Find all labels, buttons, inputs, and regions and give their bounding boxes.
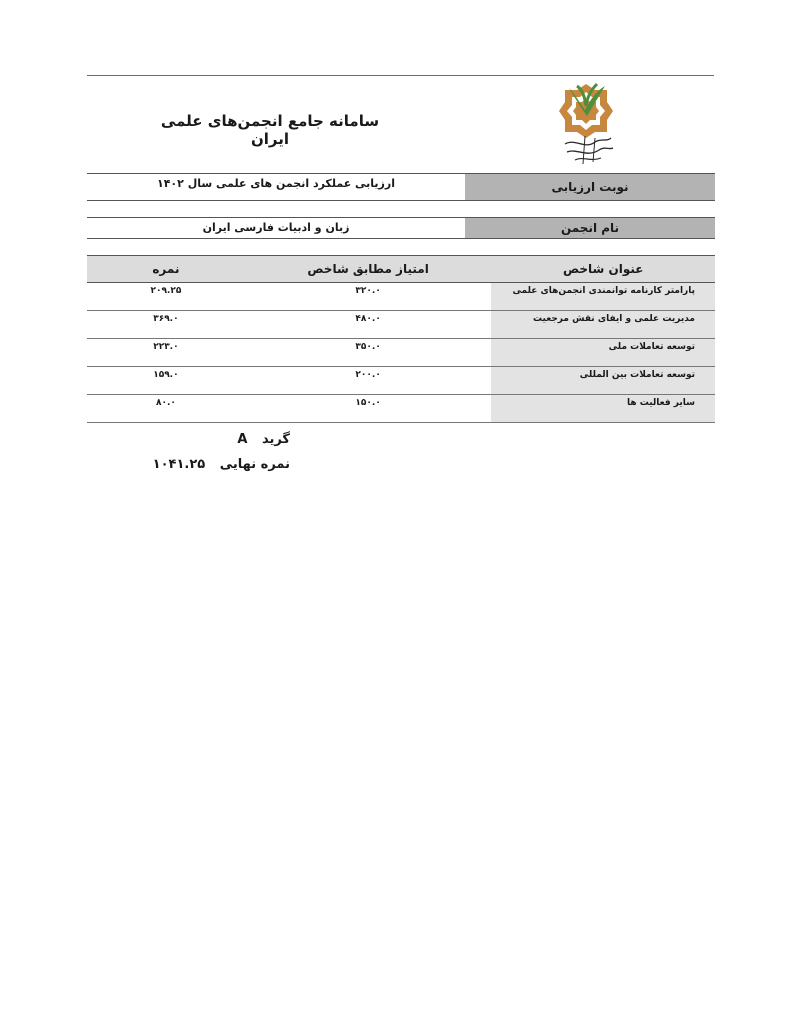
evaluation-round-value: ارزیابی عملکرد انجمن های علمی سال ۱۴۰۲ xyxy=(157,177,395,190)
row-title: توسعه تعاملات ملی xyxy=(491,339,715,367)
header-title: عنوان شاخص xyxy=(491,256,715,283)
evaluation-round-label: نوبت ارزیابی xyxy=(465,174,715,200)
final-score-line xyxy=(150,457,290,472)
row-score: ۳۶۹.۰ xyxy=(87,311,245,339)
row-score: ۲۰۹.۲۵ xyxy=(87,283,245,311)
grade-value: A xyxy=(237,432,248,447)
final-score-label: نمره نهایی xyxy=(219,457,290,472)
table-row xyxy=(87,395,715,423)
performance-table xyxy=(87,255,715,423)
row-points: ۳۵۰.۰ xyxy=(245,339,492,367)
row-points: ۴۸۰.۰ xyxy=(245,311,492,339)
header-score: نمره xyxy=(87,256,245,283)
row-points: ۲۰۰.۰ xyxy=(245,367,492,395)
table-row xyxy=(87,367,715,395)
association-value: زبان و ادبیات فارسی ایران xyxy=(202,221,350,234)
row-score: ۱۵۹.۰ xyxy=(87,367,245,395)
header-points: امتیاز مطابق شاخص xyxy=(245,256,492,283)
grade-label: گرید xyxy=(261,432,290,447)
table-row xyxy=(87,283,715,311)
association-logo-icon xyxy=(555,80,617,166)
site-title: سامانه جامع انجمن‌های علمی ایران xyxy=(160,112,380,148)
table-header-row xyxy=(87,256,715,283)
row-points: ۳۲۰.۰ xyxy=(245,283,492,311)
association-row xyxy=(87,217,715,239)
row-points: ۱۵۰.۰ xyxy=(245,395,492,423)
association-label: نام انجمن xyxy=(465,218,715,238)
evaluation-round-row xyxy=(87,173,715,201)
grade-line xyxy=(150,432,290,447)
top-divider xyxy=(87,75,714,76)
row-title: پارامتر کارنامه توانمندی انجمن‌های علمی xyxy=(491,283,715,311)
row-title: توسعه تعاملات بین المللی xyxy=(491,367,715,395)
table-row xyxy=(87,339,715,367)
final-score-value: ۱۰۴۱.۲۵ xyxy=(152,457,206,472)
row-score: ۸۰.۰ xyxy=(87,395,245,423)
row-title: سایر فعالیت ها xyxy=(491,395,715,423)
row-score: ۲۲۳.۰ xyxy=(87,339,245,367)
row-title: مدیریت علمی و ایفای نقش مرجعیت xyxy=(491,311,715,339)
table-row xyxy=(87,311,715,339)
